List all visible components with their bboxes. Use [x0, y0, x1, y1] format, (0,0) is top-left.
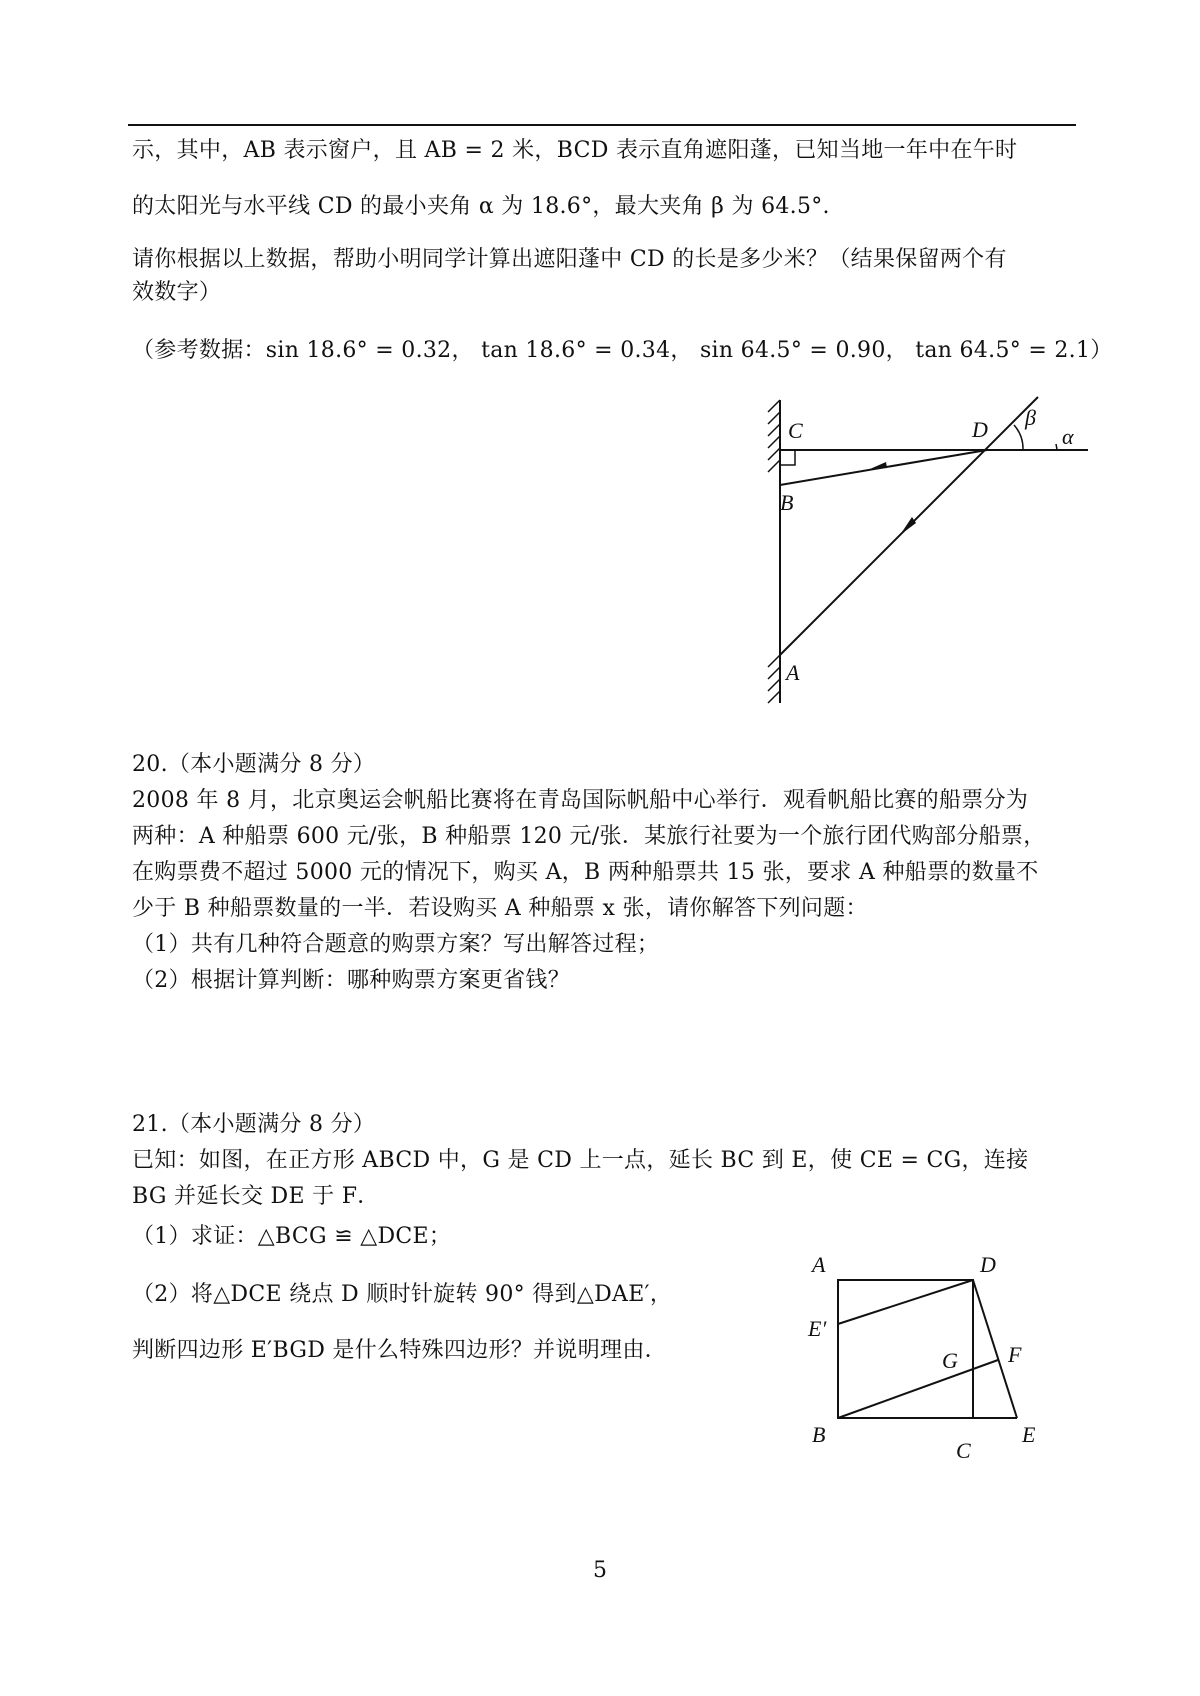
q21-figure [790, 1250, 1080, 1490]
label-A: A [786, 660, 800, 685]
q19-line-1: 示，其中，AB 表示窗户，且 AB = 2 米，BCD 表示直角遮阳蓬，已知当地一年中在午时 [132, 138, 1018, 163]
q21-line-1: 已知：如图，在正方形 ABCD 中，G 是 CD 上一点，延长 BC 到 E，使 CE = CG，连接 [132, 1148, 1029, 1173]
q20-line-6: （2）根据计算判断：哪种购票方案更省钱？ [132, 968, 570, 993]
label-alpha: α [1062, 424, 1074, 449]
label-G: G [942, 1348, 958, 1373]
label-B: B [780, 490, 794, 515]
label-beta: β [1025, 405, 1036, 430]
q19-line-5: （参考数据：sin 18.6° = 0.32， tan 18.6° = 0.34， sin 64.5° = 0.90， tan 64.5° = 2.1） [132, 338, 1113, 363]
q20-line-1: 2008 年 8 月，北京奥运会帆船比赛将在青岛国际帆船中心举行．观看帆船比赛的船票分为 [132, 788, 1029, 813]
q21-line-5: 判断四边形 E′BGD 是什么特殊四边形？并说明理由． [132, 1338, 667, 1363]
label-C: C [788, 418, 803, 443]
q21-line-3: （1）求证：△BCG ≌ △DCE； [132, 1224, 452, 1249]
q21-line-2: BG 并延长交 DE 于 F． [132, 1184, 380, 1209]
arrow-to-A [900, 517, 916, 535]
label-E-prime: E′ [808, 1316, 827, 1341]
arrow-to-B [870, 462, 887, 469]
q20-heading: 20.（本小题满分 8 分） [132, 752, 376, 777]
q20-line-4: 少于 B 种船票数量的一半．若设购买 A 种船票 x 张，请你解答下列问题： [132, 896, 868, 921]
label-D: D [980, 1252, 996, 1277]
q19-figure [740, 385, 1100, 715]
q21-heading: 21.（本小题满分 8 分） [132, 1112, 376, 1137]
header-rule [128, 124, 1076, 126]
label-A: A [812, 1252, 826, 1277]
q20-line-2: 两种：A 种船票 600 元/张，B 种船票 120 元/张．某旅行社要为一个旅行团代购部分船票， [132, 824, 1046, 849]
right-angle-mark [780, 450, 795, 465]
q20-line-5: （1）共有几种符合题意的购票方案？写出解答过程； [132, 932, 660, 957]
q21-line-4: （2）将△DCE 绕点 D 顺时针旋转 90° 得到△DAE′， [132, 1282, 673, 1307]
label-E: E [1022, 1422, 1036, 1447]
q19-line-2: 的太阳光与水平线 CD 的最小夹角 α 为 18.6°，最大夹角 β 为 64.5°. [132, 194, 830, 219]
segment-EprimeD [838, 1280, 973, 1324]
label-F: F [1008, 1342, 1022, 1367]
q19-line-4: 效数字） [132, 280, 222, 305]
label-D: D [972, 417, 988, 442]
label-C: C [956, 1438, 971, 1463]
q19-line-3: 请你根据以上数据，帮助小明同学计算出遮阳蓬中 CD 的长是多少米？（结果保留两个有 [132, 247, 1007, 272]
q20-line-3: 在购票费不超过 5000 元的情况下，购买 A，B 两种船票共 15 张，要求 A 种船票的数量不 [132, 860, 1039, 885]
page-number: 5 [593, 1558, 607, 1583]
angle-alpha-arc [1056, 444, 1057, 450]
wall-hatch [768, 400, 780, 703]
angle-beta-arc [1014, 425, 1023, 450]
label-B: B [812, 1422, 826, 1447]
